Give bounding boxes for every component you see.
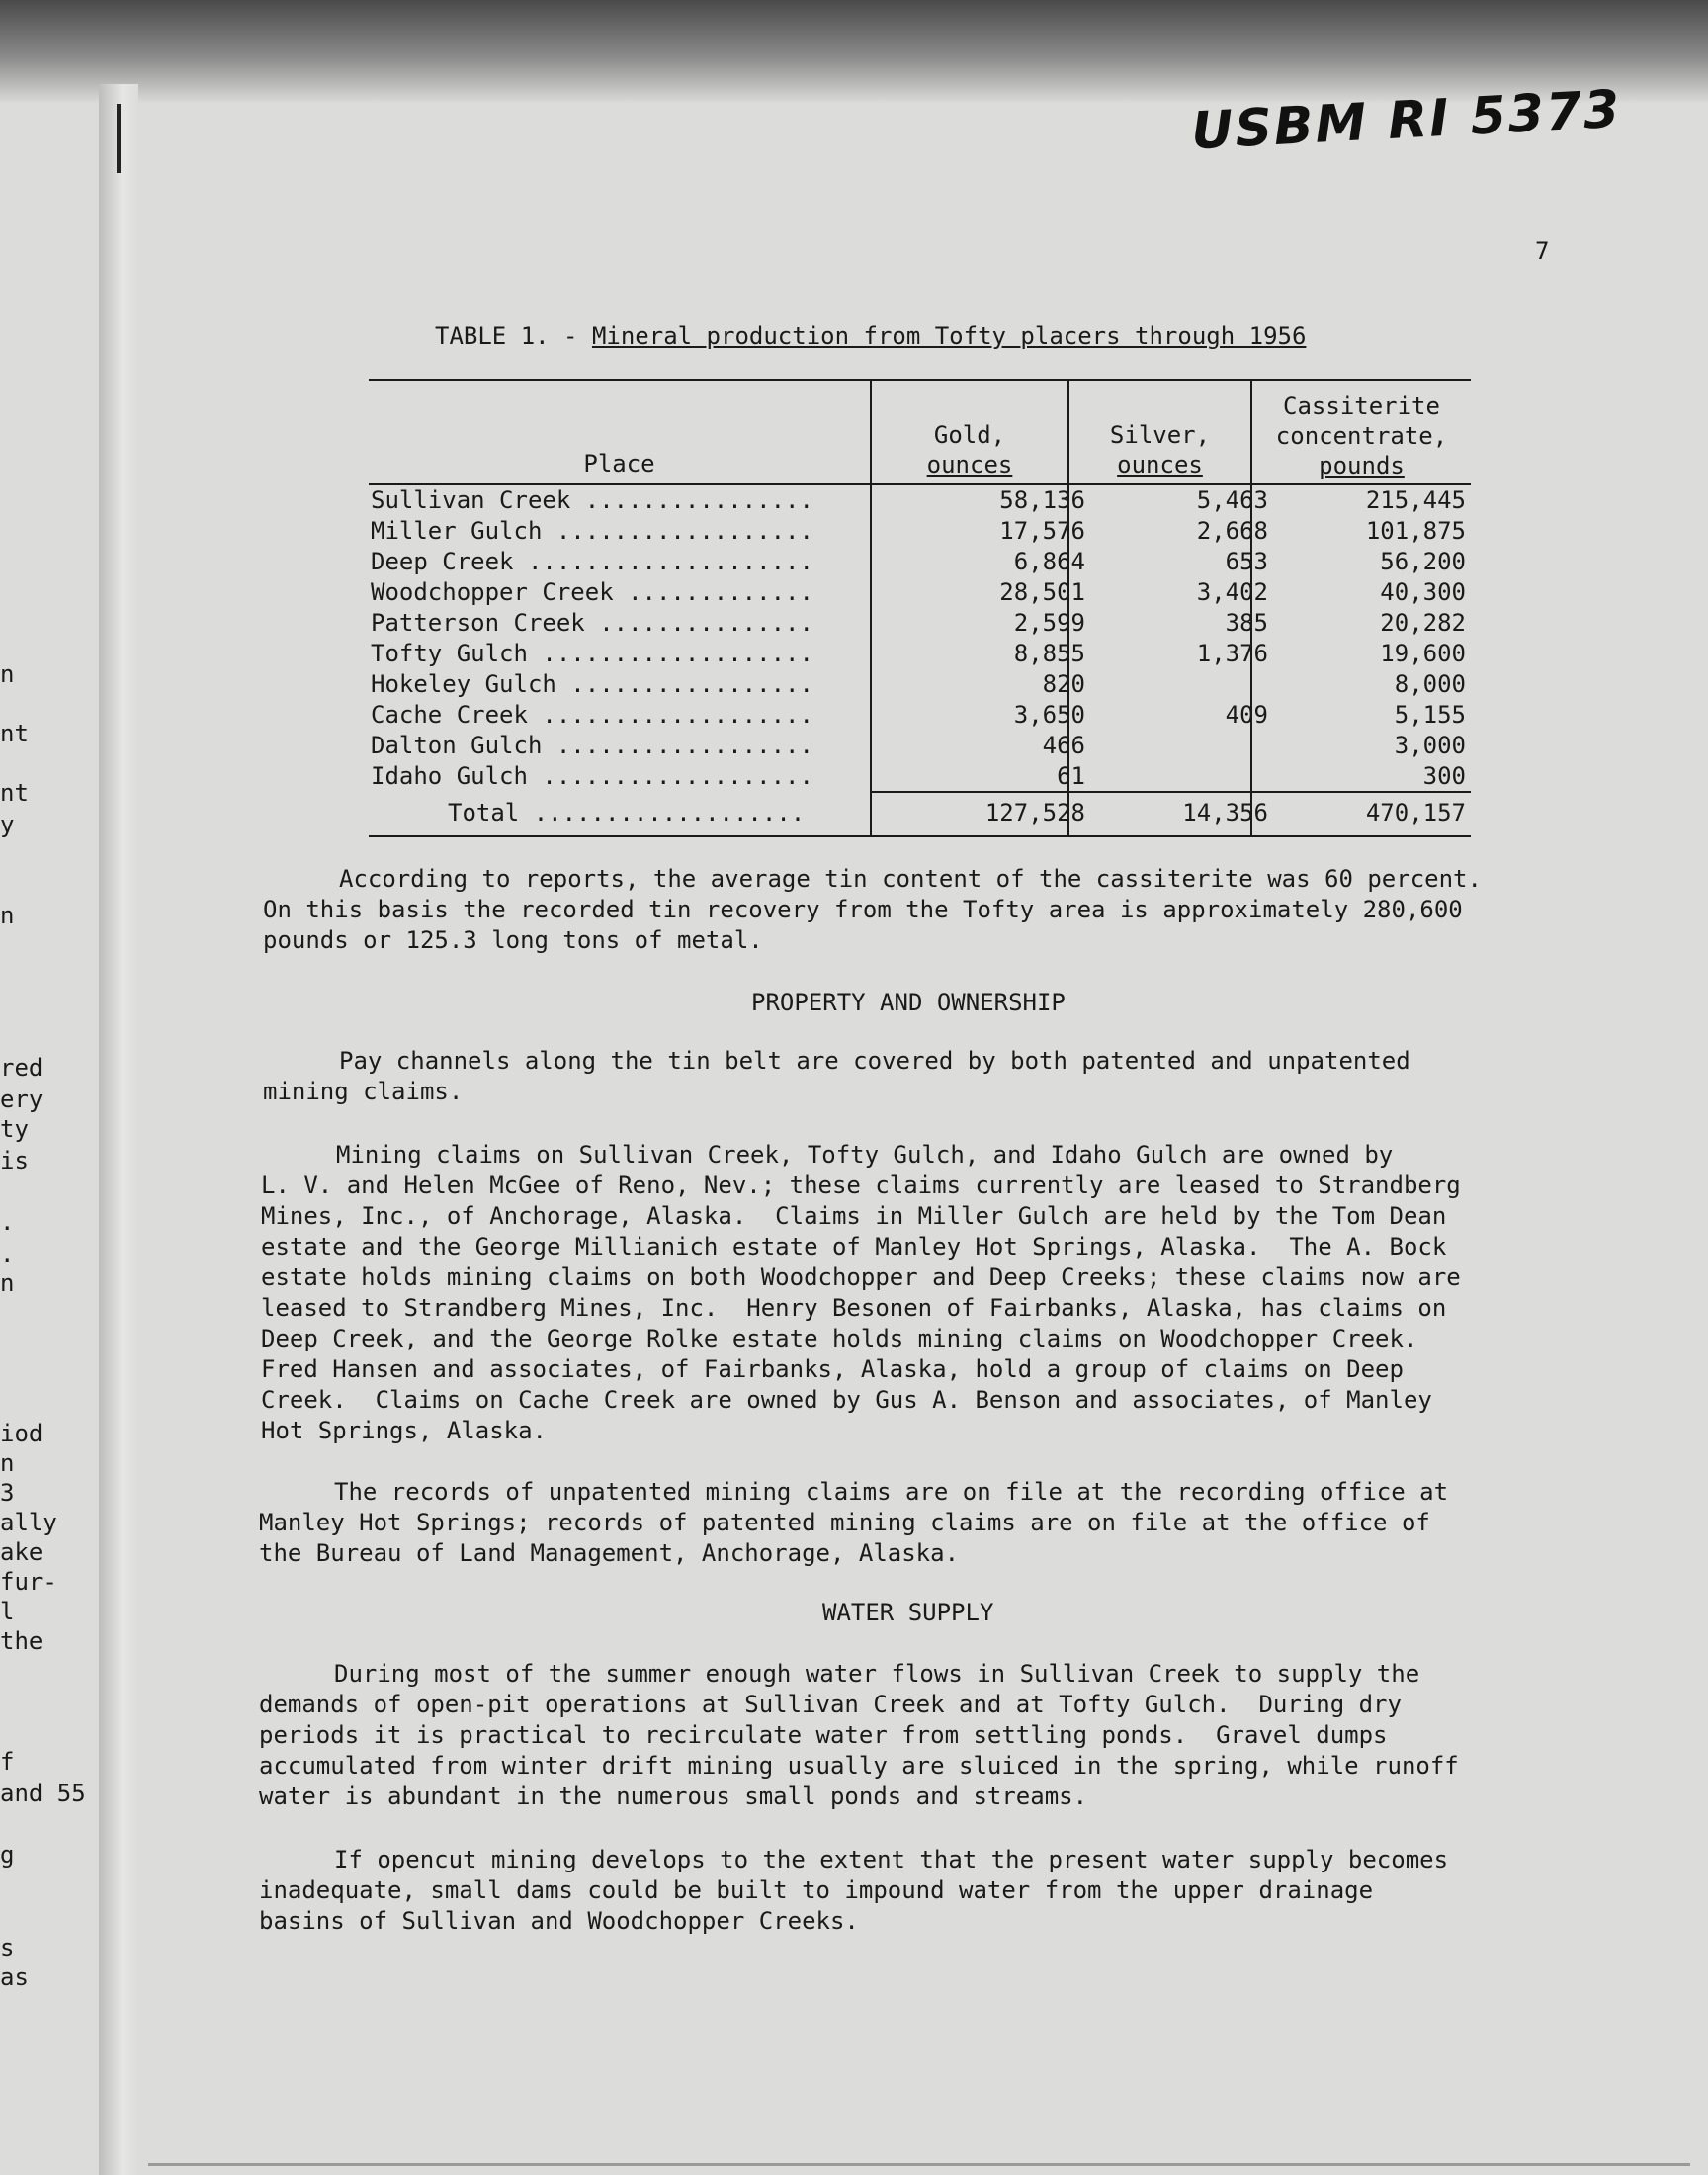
- margin-fragment: .: [0, 1208, 15, 1236]
- paragraph-line: L. V. and Helen McGee of Reno, Nev.; these claims currently are leased to Strandberg: [261, 1172, 1461, 1199]
- margin-fragment: n: [0, 660, 15, 688]
- margin-fragment: ally: [0, 1509, 57, 1536]
- paragraph-line: Mining claims on Sullivan Creek, Tofty Gulch, and Idaho Gulch are owned by: [336, 1141, 1394, 1169]
- margin-fragment: s: [0, 1934, 15, 1961]
- paragraph-line: Pay channels along the tin belt are covered by both patented and unpatented: [339, 1047, 1410, 1075]
- margin-fragment: y: [0, 811, 15, 838]
- paragraph-line: periods it is practical to recirculate water from settling ponds. Gravel dumps: [259, 1721, 1388, 1749]
- paragraph-line: According to reports, the average tin content of the cassiterite was 60 percent.: [339, 865, 1482, 893]
- header-place: Place: [583, 450, 655, 478]
- paragraph-line: pounds or 125.3 long tons of metal.: [263, 926, 763, 954]
- margin-fragment: ty: [0, 1115, 29, 1143]
- paragraph-line: Fred Hansen and associates, of Fairbanks, Alaska, hold a group of claims on Deep: [261, 1355, 1404, 1383]
- margin-fragment: g: [0, 1841, 15, 1869]
- paragraph-line: water is abundant in the numerous small ponds and streams.: [259, 1783, 1088, 1810]
- table-header-rule: [369, 483, 1471, 485]
- page-bottom-edge: [148, 2163, 1690, 2166]
- paragraph-line: Mines, Inc., of Anchorage, Alaska. Claims in Miller Gulch are held by the Tom Dean: [261, 1202, 1447, 1230]
- margin-fragment: and 55: [0, 1780, 86, 1807]
- margin-fragment: fur-: [0, 1568, 57, 1596]
- margin-fragment: f: [0, 1748, 15, 1776]
- paragraph-line: On this basis the recorded tin recovery from the Tofty area is approximately 280,600: [263, 896, 1463, 923]
- margin-fragment: n: [0, 1449, 15, 1477]
- table-total-row: Total ................... 127,528 14,356 470,157: [448, 799, 1466, 826]
- binding-spine: [99, 84, 138, 2175]
- margin-fragment: 3: [0, 1479, 15, 1507]
- margin-fragment: .: [0, 1240, 15, 1267]
- paragraph-line: demands of open-pit operations at Sullivan Creek and at Tofty Gulch. During dry: [259, 1691, 1402, 1718]
- table-bottom-rule: [369, 835, 1471, 837]
- handwritten-stamp: USBM RI 5373: [1189, 79, 1623, 162]
- heading-property-ownership: PROPERTY AND OWNERSHIP: [751, 989, 1066, 1016]
- page-number: 7: [1535, 237, 1550, 265]
- paragraph-line: During most of the summer enough water flows in Sullivan Creek to supply the: [334, 1660, 1420, 1688]
- binding-mark: [117, 104, 121, 173]
- heading-water-supply: WATER SUPPLY: [822, 1599, 994, 1626]
- header-cassiterite: Cassiterite concentrate, pounds: [1275, 392, 1448, 479]
- table-row: Dalton Gulch .................. 466 3,000: [371, 732, 1466, 759]
- paragraph-line: The records of unpatented mining claims are on file at the recording office at: [334, 1478, 1449, 1506]
- paragraph-line: Deep Creek, and the George Rolke estate holds mining claims on Woodchopper Creek.: [261, 1325, 1418, 1352]
- header-silver: Silver, ounces: [1109, 421, 1211, 478]
- table-top-rule: [369, 379, 1471, 381]
- table-row: Patterson Creek ............... 2,599 385 20,282: [371, 609, 1466, 637]
- paragraph-line: Hot Springs, Alaska.: [261, 1417, 547, 1444]
- table-row: Woodchopper Creek ............. 28,501 3,402 40,300: [371, 578, 1466, 606]
- table-row: Cache Creek ................... 3,650 409 5,155: [371, 701, 1466, 729]
- header-gold: Gold, ounces: [926, 421, 1013, 478]
- table-title: [435, 322, 1306, 350]
- margin-fragment: red: [0, 1054, 43, 1082]
- margin-fragment: is: [0, 1147, 29, 1174]
- margin-fragment: nt: [0, 720, 29, 747]
- table-label: TABLE 1. -: [435, 322, 592, 350]
- margin-fragment: n: [0, 1269, 15, 1297]
- table-row: Hokeley Gulch ................. 820 8,000: [371, 670, 1466, 698]
- margin-fragment: ake: [0, 1538, 43, 1566]
- table-row: Sullivan Creek ................ 58,136 5,463 215,445: [371, 486, 1466, 514]
- paragraph-line: inadequate, small dams could be built to impound water from the upper drainage: [259, 1876, 1374, 1904]
- paragraph-line: basins of Sullivan and Woodchopper Creeks.: [259, 1907, 859, 1935]
- margin-fragment: iod: [0, 1420, 43, 1447]
- margin-fragment: as: [0, 1963, 29, 1991]
- paragraph-line: the Bureau of Land Management, Anchorage, Alaska.: [259, 1539, 960, 1567]
- table-row: Idaho Gulch ................... 61 300: [371, 762, 1466, 790]
- table-row: Miller Gulch .................. 17,576 2,668 101,875: [371, 517, 1466, 545]
- table-row: Deep Creek .................... 6,864 653 56,200: [371, 548, 1466, 575]
- margin-fragment: n: [0, 902, 15, 929]
- margin-fragment: l: [0, 1598, 15, 1625]
- paragraph-line: estate and the George Millianich estate of Manley Hot Springs, Alaska. The A. Bock: [261, 1233, 1447, 1261]
- margin-fragment: nt: [0, 779, 29, 807]
- paragraph-line: Manley Hot Springs; records of patented mining claims are on file at the office of: [259, 1509, 1430, 1536]
- paragraph-line: estate holds mining claims on both Woodchopper and Deep Creeks; these claims now are: [261, 1263, 1461, 1291]
- paragraph-line: mining claims.: [263, 1078, 464, 1105]
- table-row: Tofty Gulch ................... 8,855 1,376 19,600: [371, 640, 1466, 667]
- paragraph-line: accumulated from winter drift mining usually are sluiced in the spring, while runoff: [259, 1752, 1459, 1780]
- paragraph-line: If opencut mining develops to the extent that the present water supply becomes: [334, 1846, 1449, 1873]
- paragraph-line: leased to Strandberg Mines, Inc. Henry Besonen of Fairbanks, Alaska, has claims on: [261, 1294, 1447, 1322]
- table-caption: Mineral production from Tofty placers through 1956: [591, 322, 1307, 350]
- margin-fragment: ery: [0, 1086, 43, 1113]
- margin-fragment: the: [0, 1627, 43, 1655]
- paragraph-line: Creek. Claims on Cache Creek are owned by Gus A. Benson and associates, of Manley: [261, 1386, 1432, 1414]
